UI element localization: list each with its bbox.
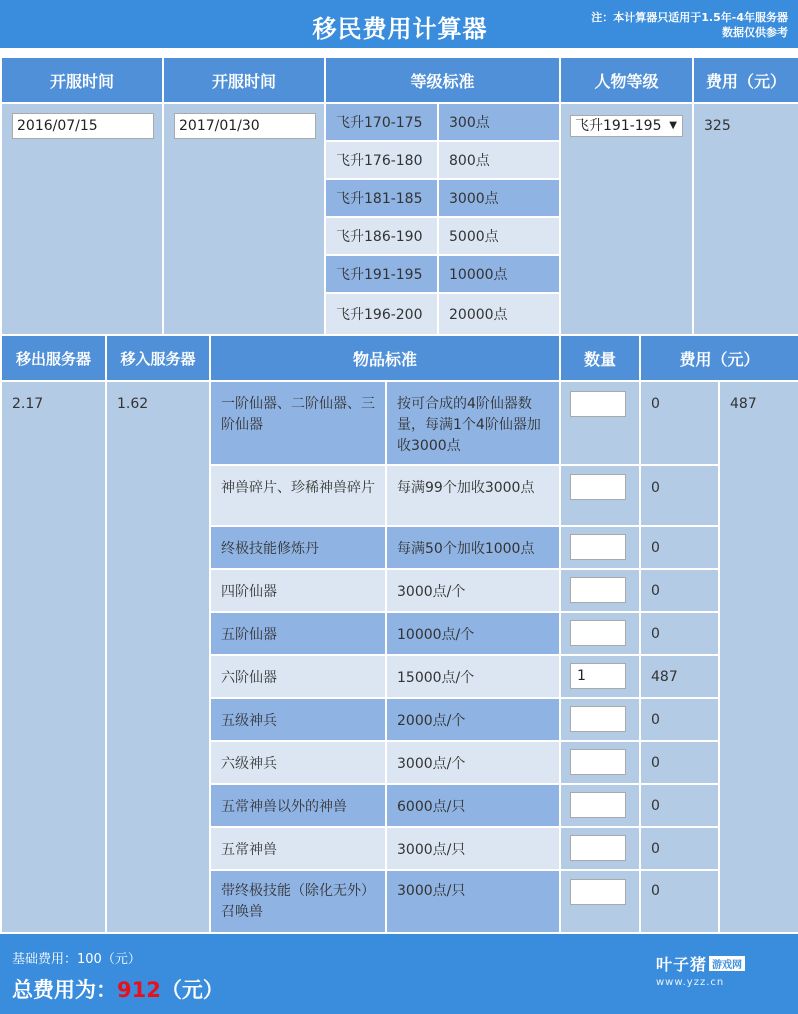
quantity-input[interactable]: [570, 534, 626, 560]
item-name: 五阶仙器: [211, 613, 387, 656]
level-points: 10000点: [439, 256, 561, 294]
item-name: 带终极技能（除化无外）召唤兽: [211, 871, 387, 934]
item-name: 神兽碎片、珍稀神兽碎片: [211, 466, 387, 527]
open-date-input-1[interactable]: 2016/07/15: [12, 113, 154, 139]
item-qty-cell: [561, 828, 641, 871]
item-rule: 10000点/个: [387, 613, 561, 656]
header-fee: 费用（元）: [694, 58, 798, 104]
quantity-input[interactable]: [570, 706, 626, 732]
item-fee: 0: [641, 466, 720, 527]
page-title: 移民费用计算器: [312, 15, 488, 43]
source-server-value: 2.17: [2, 382, 107, 934]
character-level-value: 飞升191-195: [575, 118, 662, 134]
item-rule: 15000点/个: [387, 656, 561, 699]
item-fee: 0: [641, 871, 720, 934]
item-name: 终极技能修炼丹: [211, 527, 387, 570]
item-rule: 2000点/个: [387, 699, 561, 742]
item-qty-cell: [561, 613, 641, 656]
watermark-tag: 游戏网: [709, 956, 745, 971]
open-date-input-2[interactable]: 2017/01/30: [174, 113, 316, 139]
total-unit: （元）: [160, 978, 224, 1002]
target-server-value: 1.62: [107, 382, 211, 934]
chevron-down-icon: ▼: [669, 120, 677, 131]
item-fee-table: [0, 336, 798, 934]
total-value: 912: [117, 978, 161, 1002]
quantity-input[interactable]: [570, 474, 626, 500]
items-total-fee: 487: [720, 382, 798, 934]
quantity-input[interactable]: [570, 577, 626, 603]
item-qty-cell: [561, 466, 641, 527]
header-character-level: 人物等级: [561, 58, 694, 104]
level-range: 飞升191-195: [326, 256, 439, 294]
item-name: 五常神兽: [211, 828, 387, 871]
total-fee: [12, 974, 224, 1004]
character-level-select[interactable]: [570, 115, 683, 137]
header-open-time-1: 开服时间: [2, 58, 164, 104]
quantity-input[interactable]: [570, 792, 626, 818]
item-qty-cell: [561, 742, 641, 785]
header-target-server: 移入服务器: [107, 336, 211, 382]
level-points: 3000点: [439, 180, 561, 218]
level-fee-table: [0, 58, 798, 336]
item-name: 六级神兵: [211, 742, 387, 785]
open-time-cell-2: [164, 104, 326, 336]
open-time-cell-1: [2, 104, 164, 336]
note-line-1: 注：本计算器只适用于1.5年-4年服务器: [591, 11, 788, 24]
item-qty-cell: [561, 527, 641, 570]
quantity-input[interactable]: [570, 835, 626, 861]
item-fee: 0: [641, 382, 720, 466]
site-watermark: [656, 952, 752, 988]
item-qty-cell: [561, 656, 641, 699]
item-qty-cell: [561, 785, 641, 828]
header-quantity: 数量: [561, 336, 641, 382]
item-fee: 0: [641, 527, 720, 570]
item-fee: 0: [641, 828, 720, 871]
quantity-input[interactable]: [570, 391, 626, 417]
quantity-input[interactable]: [570, 620, 626, 646]
base-fee: 基础费用：100（元）: [12, 952, 141, 967]
item-fee: 0: [641, 742, 720, 785]
item-rule: 3000点/只: [387, 828, 561, 871]
item-name: 五级神兵: [211, 699, 387, 742]
level-range: 飞升181-185: [326, 180, 439, 218]
item-rule: 3000点/只: [387, 871, 561, 934]
item-fee: 0: [641, 613, 720, 656]
level-range: 飞升176-180: [326, 142, 439, 180]
item-fee: 0: [641, 699, 720, 742]
item-name: 一阶仙器、二阶仙器、三阶仙器: [211, 382, 387, 466]
item-qty-cell: [561, 570, 641, 613]
watermark-site: www.yzz.cn: [656, 977, 725, 988]
watermark-brand: 叶子猪: [656, 955, 708, 974]
item-rule: 每满99个加收3000点: [387, 466, 561, 527]
title-bar: [0, 0, 798, 48]
level-points: 800点: [439, 142, 561, 180]
item-qty-cell: [561, 871, 641, 934]
item-rule: 按可合成的4阶仙器数量，每满1个4阶仙器加收3000点: [387, 382, 561, 466]
level-points: 300点: [439, 104, 561, 142]
character-level-cell: [561, 104, 694, 336]
level-points: 5000点: [439, 218, 561, 256]
level-points: 20000点: [439, 294, 561, 336]
header-source-server: 移出服务器: [2, 336, 107, 382]
item-fee: 487: [641, 656, 720, 699]
item-rule: 6000点/只: [387, 785, 561, 828]
item-name: 六阶仙器: [211, 656, 387, 699]
disclaimer-note: [548, 10, 788, 40]
item-rule: 3000点/个: [387, 570, 561, 613]
level-range: 飞升186-190: [326, 218, 439, 256]
item-rule: 每满50个加收1000点: [387, 527, 561, 570]
quantity-input[interactable]: [570, 749, 626, 775]
quantity-input[interactable]: 1: [570, 663, 626, 689]
item-name: 四阶仙器: [211, 570, 387, 613]
header-item-standard: 物品标准: [211, 336, 561, 382]
item-name: 五常神兽以外的神兽: [211, 785, 387, 828]
level-range: 飞升196-200: [326, 294, 439, 336]
level-fee-value: 325: [694, 104, 798, 336]
item-qty-cell: [561, 382, 641, 466]
header-level-standard: 等级标准: [326, 58, 561, 104]
header-item-fee: 费用（元）: [641, 336, 798, 382]
item-fee: 0: [641, 785, 720, 828]
item-rule: 3000点/个: [387, 742, 561, 785]
item-qty-cell: [561, 699, 641, 742]
quantity-input[interactable]: [570, 879, 626, 905]
summary-footer: [0, 934, 798, 1014]
total-label: 总费用为：: [12, 978, 117, 1002]
note-line-2: 数据仅供参考: [722, 26, 788, 39]
level-range: 飞升170-175: [326, 104, 439, 142]
header-open-time-2: 开服时间: [164, 58, 326, 104]
item-fee: 0: [641, 570, 720, 613]
